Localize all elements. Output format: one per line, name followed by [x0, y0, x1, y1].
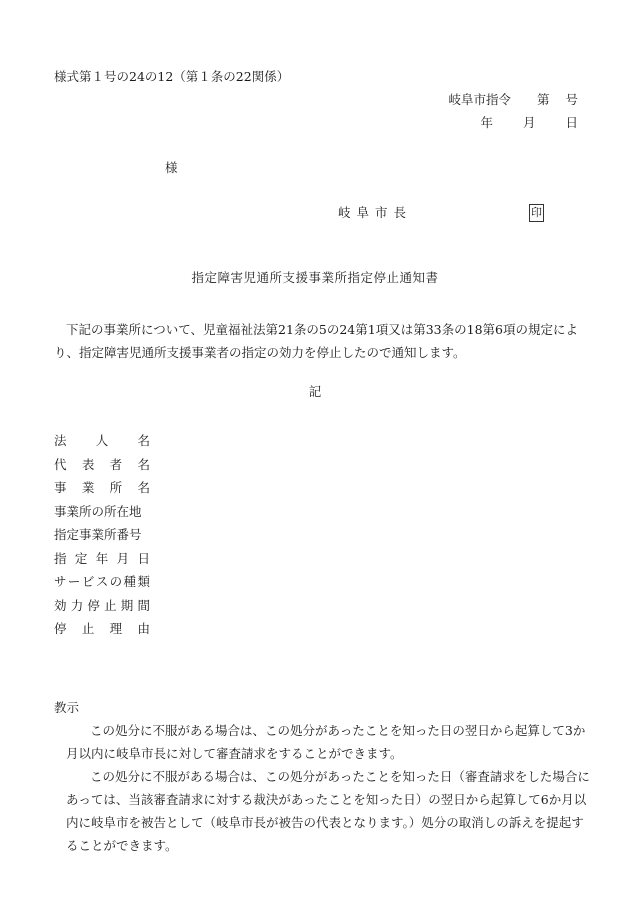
field-label — [54, 547, 150, 571]
field-label-char: 定 — [74, 550, 88, 566]
date-line — [480, 117, 578, 130]
field-label — [54, 594, 150, 618]
field-label-char: 指 — [54, 550, 67, 566]
field-label-char: 月 — [116, 550, 130, 566]
field-label-list — [54, 429, 150, 641]
field-label-char: 事業所の所在地 — [54, 503, 142, 519]
field-label-char: 止 — [81, 621, 95, 636]
field-label-char: 代 — [54, 456, 67, 472]
field-label-char: 年 — [95, 550, 109, 566]
field-label-char: 由 — [137, 621, 150, 636]
date-day: 日 — [565, 115, 578, 130]
field-label-char: 名 — [137, 456, 150, 472]
body-paragraph: 下記の事業所について、児童福祉法第21条の5の24第1項又は第33条の18第6項の規定により、指定障害児通所支援事業者の指定の効力を停止したので通知します。 — [54, 322, 578, 360]
field-label-char: サ — [54, 574, 67, 589]
notice-prefix: 岐阜市指令 — [448, 92, 511, 107]
notice-go: 号 — [565, 92, 578, 107]
date-month: 月 — [522, 115, 536, 130]
field-label — [54, 476, 150, 500]
notice-dai: 第 — [536, 92, 550, 107]
field-label — [54, 453, 150, 477]
field-label-char: 間 — [137, 597, 150, 613]
field-label — [54, 500, 150, 524]
field-label — [54, 429, 150, 453]
ki-heading: 記 — [308, 384, 322, 399]
field-label-char: 表 — [81, 456, 95, 472]
addressee-sama: 様 — [165, 160, 178, 175]
field-label-char: 効 — [54, 597, 67, 613]
field-label-char: 日 — [137, 550, 150, 566]
field-label — [54, 523, 150, 547]
field-label-char: 業 — [81, 480, 95, 495]
field-label-char: ー — [67, 574, 81, 589]
field-label — [54, 570, 150, 594]
kyoji-paragraph-2: この処分に不服がある場合は、この処分があったことを知った日（審査請求をした場合にあっては、当該審査請求に対する裁決があったことを知った日）の翌日から起算して6か月以内に岐阜市を被告として（岐阜市長が被告の代表となります。）処分の取消しの訴えを提起することができます。 — [66, 769, 590, 853]
kyoji-title: 教示 — [54, 700, 80, 715]
field-label-char: 事 — [54, 480, 67, 495]
field-label-char: 力 — [70, 597, 84, 613]
document-title: 指定障害児通所支援事業所指定停止通知書 — [191, 270, 439, 285]
field-label-char: 名 — [137, 480, 150, 495]
field-label-char: 期 — [120, 597, 134, 613]
field-label-char: 所 — [109, 480, 123, 495]
form-number: 様式第１号の24の12（第１条の22関係） — [54, 69, 290, 84]
field-label-char: 類 — [137, 574, 150, 589]
kyoji-paragraph-1: この処分に不服がある場合は、この処分があったことを知った日の翌日から起算して3か月以内に岐阜市長に対して審査請求をすることができます。 — [66, 723, 586, 761]
field-label-char: ビ — [81, 574, 95, 589]
field-label-char: 者 — [109, 456, 123, 472]
issuer-name: 岐阜市長 — [338, 205, 413, 220]
notice-number-line — [448, 94, 578, 107]
field-label-char: 人 — [95, 433, 109, 448]
field-label-char: 停 — [87, 597, 100, 613]
field-label-char: 止 — [104, 597, 117, 613]
field-label-char: の — [109, 574, 123, 589]
field-label-char: 名 — [137, 433, 150, 448]
field-label — [54, 617, 150, 641]
date-year: 年 — [480, 115, 493, 130]
field-label-char: 法 — [54, 433, 67, 448]
field-label-char: 指定事業所番号 — [54, 527, 142, 542]
field-label-char: 理 — [109, 621, 123, 636]
field-label-char: 種 — [123, 574, 137, 589]
seal-mark: 印 — [529, 204, 544, 222]
field-label-char: 停 — [54, 621, 67, 636]
field-label-char: ス — [95, 574, 109, 589]
kyoji-body — [54, 719, 594, 857]
